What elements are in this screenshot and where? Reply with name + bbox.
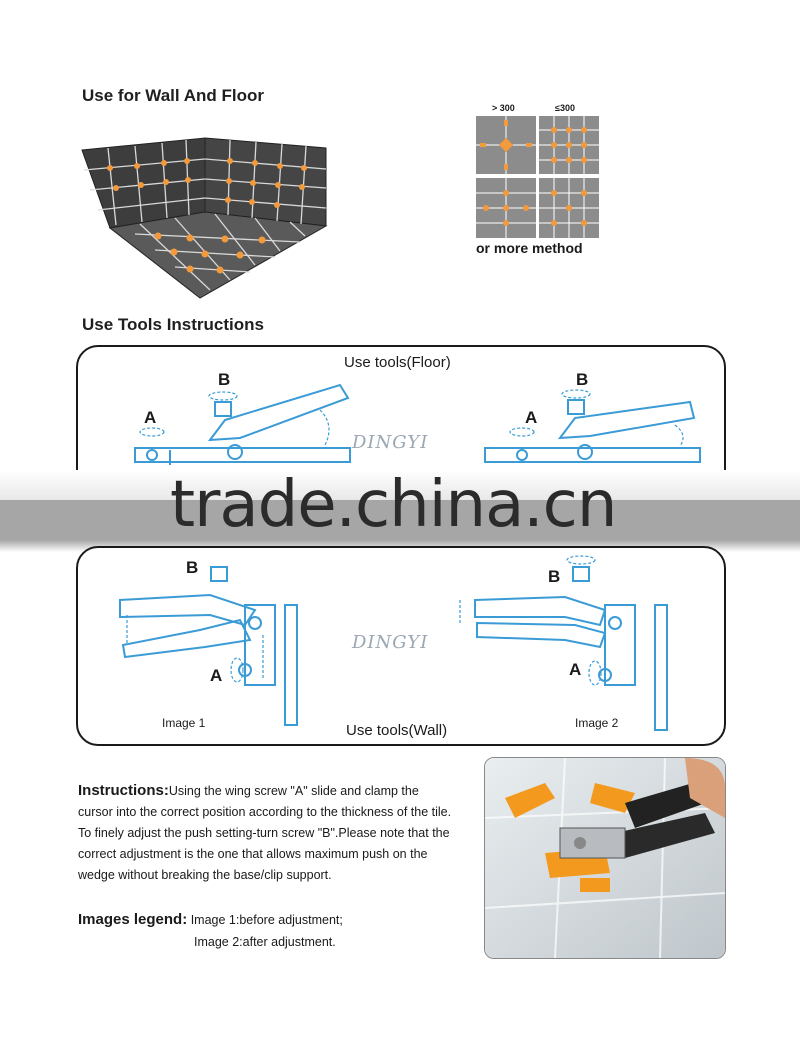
instructions-line-1 bbox=[78, 780, 478, 802]
wall-floor-illustration bbox=[80, 132, 332, 302]
tools-instructions-heading: Use Tools Instructions bbox=[82, 315, 264, 334]
instructions-line1-text: Using the wing screw "A" slide and clamp the bbox=[168, 784, 419, 798]
brand-logo-floor: DINGYI bbox=[352, 432, 429, 453]
watermark-text: trade.china.cn bbox=[170, 468, 617, 542]
floor-label-a-2: A bbox=[525, 408, 538, 427]
floor-panel-title: Use tools(Floor) bbox=[344, 354, 451, 371]
wall-label-b-2: B bbox=[548, 567, 561, 586]
method-gt300-label: > 300 bbox=[492, 103, 515, 113]
tool-photo-image bbox=[485, 758, 725, 958]
instructions-text bbox=[78, 780, 478, 886]
method-le300-label: ≤300 bbox=[555, 103, 575, 113]
legend-item-1: Image 1:before adjustment; bbox=[190, 913, 343, 927]
instructions-line-3: To finely adjust the push setting-turn screw "B".Please note that the bbox=[78, 826, 450, 840]
floor-label-a-1: A bbox=[144, 408, 157, 427]
image2-caption: Image 2 bbox=[575, 716, 619, 730]
floor-label-b-1: B bbox=[218, 370, 231, 389]
tool-photo bbox=[484, 757, 726, 959]
floor-tool-illustration-2 bbox=[480, 380, 710, 480]
floor-tool-illustration-1 bbox=[130, 380, 360, 480]
instructions-line-4: correct adjustment is the one that allows maximum push on the bbox=[78, 847, 428, 861]
wall-tool-illustration-1 bbox=[115, 565, 325, 735]
image1-caption: Image 1 bbox=[162, 716, 206, 730]
wall-label-b-1: B bbox=[186, 558, 199, 577]
instructions-line-2: cursor into the correct position according to the thickness of the tile. bbox=[78, 805, 452, 819]
legend-heading: Images legend: bbox=[78, 911, 188, 928]
wall-label-a-2: A bbox=[569, 660, 582, 679]
wall-panel-title: Use tools(Wall) bbox=[346, 722, 448, 739]
brand-logo-wall: DINGYI bbox=[352, 632, 429, 653]
more-method-caption: or more method bbox=[476, 240, 583, 256]
wall-label-a-1: A bbox=[210, 666, 223, 685]
instructions-heading: Instructions: bbox=[78, 782, 169, 799]
methods-diagram bbox=[476, 116, 600, 240]
legend-item-2: Image 2:after adjustment. bbox=[194, 935, 336, 949]
floor-label-b-2: B bbox=[576, 370, 589, 389]
wall-tool-illustration-2 bbox=[455, 555, 685, 735]
instructions-line-5: wedge without breaking the base/clip support. bbox=[78, 868, 332, 882]
legend-line-1 bbox=[78, 911, 343, 928]
wall-floor-heading: Use for Wall And Floor bbox=[82, 86, 264, 105]
